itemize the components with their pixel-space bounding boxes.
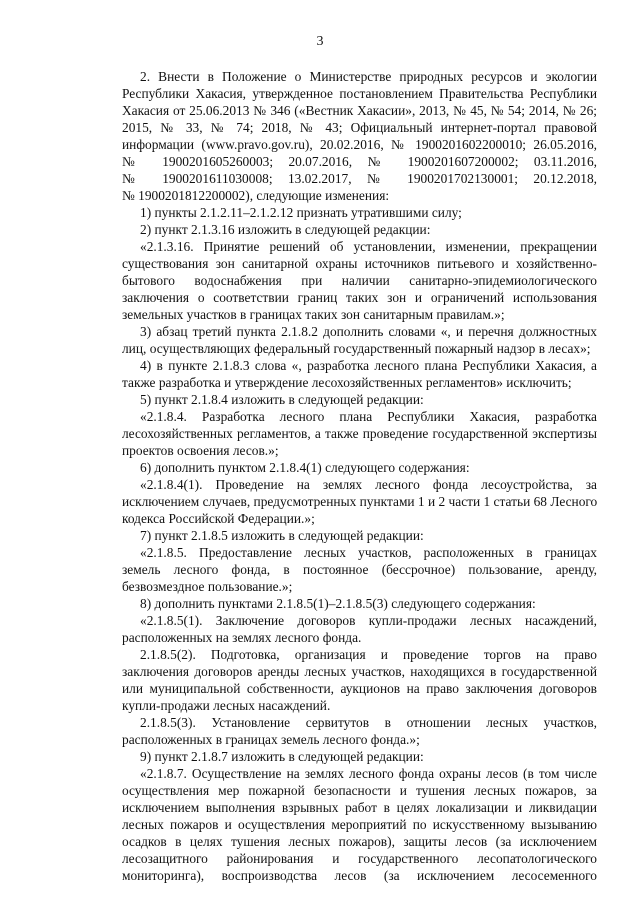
text-line: 4) в пункте 2.1.8.3 слова «, разработка лесного плана Республики Хакасия, а bbox=[140, 358, 597, 373]
page-number: 3 bbox=[316, 34, 324, 49]
text-line: купли-продажи лесных насаждений. bbox=[122, 698, 331, 713]
text-line: лесохозяйственных регламентов, а также проведение государственной экспертизы bbox=[122, 426, 597, 441]
text-line: также разработка и утверждение лесохозяйственных регламентов» исключить; bbox=[122, 375, 572, 390]
text-line: существования зон санитарной охраны источников питьевого и хозяйственно- bbox=[122, 256, 597, 271]
text-line: 2.1.8.5(2). Подготовка, организация и проведение торгов на право bbox=[140, 647, 597, 662]
text-line: 2) пункт 2.1.3.16 изложить в следующей редакции: bbox=[140, 222, 431, 237]
text-line: № 1900201611030008; 13.02.2017, № 1900201702130001; 20.12.2018, bbox=[122, 171, 597, 186]
text-line: или муниципальной собственности, аукционов на право заключения договоров bbox=[122, 681, 597, 696]
text-line: Хакасия от 25.06.2013 № 346 («Вестник Хакасии», 2013, № 45, № 54; 2014, № 26; bbox=[122, 103, 597, 118]
text-line: исключением выполнения взрывных работ в целях локализации и ликвидации bbox=[122, 800, 597, 815]
text-line: расположенных на землях лесного фонда. bbox=[122, 630, 362, 645]
document-body bbox=[122, 68, 597, 884]
text-line: кодекса Российской Федерации.»; bbox=[122, 511, 315, 526]
text-line: 2.1.8.5(3). Установление сервитутов в отношении лесных участков, bbox=[140, 715, 597, 730]
text-line: «2.1.8.5(1). Заключение договоров купли-продажи лесных насаждений, bbox=[140, 613, 597, 628]
text-line: 7) пункт 2.1.8.5 изложить в следующей редакции: bbox=[140, 528, 424, 543]
text-line: заключения договоров аренды лесных участков, находящихся в государственной bbox=[122, 664, 597, 679]
text-line: безвозмездное пользование.»; bbox=[122, 579, 293, 594]
text-line: лесозащитного районирования и государственного лесопатологического bbox=[122, 851, 597, 866]
text-line: земель лесного фонда, в постоянное (бессрочное) пользование, аренду, bbox=[122, 562, 597, 577]
text-line: 1) пункты 2.1.2.11–2.1.2.12 признать утратившими силу; bbox=[140, 205, 462, 220]
text-line: осадков в целях тушения лесных пожаров), защиты лесов (за исключением bbox=[122, 834, 597, 849]
text-line: 6) дополнить пунктом 2.1.8.4(1) следующего содержания: bbox=[140, 460, 470, 475]
text-line: лиц, осуществляющих федеральный государственный пожарный надзор в лесах»; bbox=[122, 341, 591, 356]
text-line: мониторинга), воспроизводства лесов (за исключением лесосеменного bbox=[122, 868, 597, 883]
text-line: информации (www.pravo.gov.ru), 20.02.2016, № 1900201602200010; 26.05.2016, bbox=[122, 137, 597, 152]
text-line: Республики Хакасия, утвержденное постановлением Правительства Республики bbox=[122, 86, 597, 101]
text-line: 2015, № 33, № 74; 2018, № 43; Официальный интернет-портал правовой bbox=[122, 120, 597, 135]
text-line: бытового водоснабжения при наличии санитарно-эпидемиологического bbox=[122, 273, 597, 288]
text-line: 8) дополнить пунктами 2.1.8.5(1)–2.1.8.5(3) следующего содержания: bbox=[140, 596, 536, 611]
text-line: 9) пункт 2.1.8.7 изложить в следующей редакции: bbox=[140, 749, 424, 764]
text-line: «2.1.8.7. Осуществление на землях лесного фонда охраны лесов (в том числе bbox=[140, 766, 597, 781]
text-line: заключения о соответствии границ таких зон и ограничений использования bbox=[122, 290, 597, 305]
text-line: 2. Внести в Положение о Министерстве природных ресурсов и экологии bbox=[140, 69, 597, 84]
text-line: проектов освоения лесов.»; bbox=[122, 443, 279, 458]
text-line: № 1900201605260003; 20.07.2016, № 1900201607200002; 03.11.2016, bbox=[122, 154, 597, 169]
text-line: 3) абзац третий пункта 2.1.8.2 дополнить словами «, и перечня должностных bbox=[140, 324, 597, 339]
text-line: «2.1.8.4. Разработка лесного плана Республики Хакасия, разработка bbox=[140, 409, 597, 424]
text-line: «2.1.3.16. Принятие решений об установлении, изменении, прекращении bbox=[140, 239, 597, 254]
text-line: «2.1.8.5. Предоставление лесных участков, расположенных в границах bbox=[140, 545, 597, 560]
text-line: расположенных в границах земель лесного фонда.»; bbox=[122, 732, 420, 747]
text-line: «2.1.8.4(1). Проведение на землях лесного фонда лесоустройства, за bbox=[140, 477, 597, 492]
text-line: 5) пункт 2.1.8.4 изложить в следующей редакции: bbox=[140, 392, 424, 407]
text-line: исключением случаев, предусмотренных пунктами 1 и 2 части 1 статьи 68 Лесного bbox=[122, 494, 598, 509]
text-line: лесных пожаров и осуществления мероприятий по искусственному вызыванию bbox=[122, 817, 597, 832]
text-line: земельных участков в границах таких зон санитарным правилам.»; bbox=[122, 307, 505, 322]
text-line: осуществления мер пожарной безопасности и тушения лесных пожаров, за bbox=[122, 783, 597, 798]
text-line: № 1900201812200002), следующие изменения: bbox=[122, 188, 390, 203]
